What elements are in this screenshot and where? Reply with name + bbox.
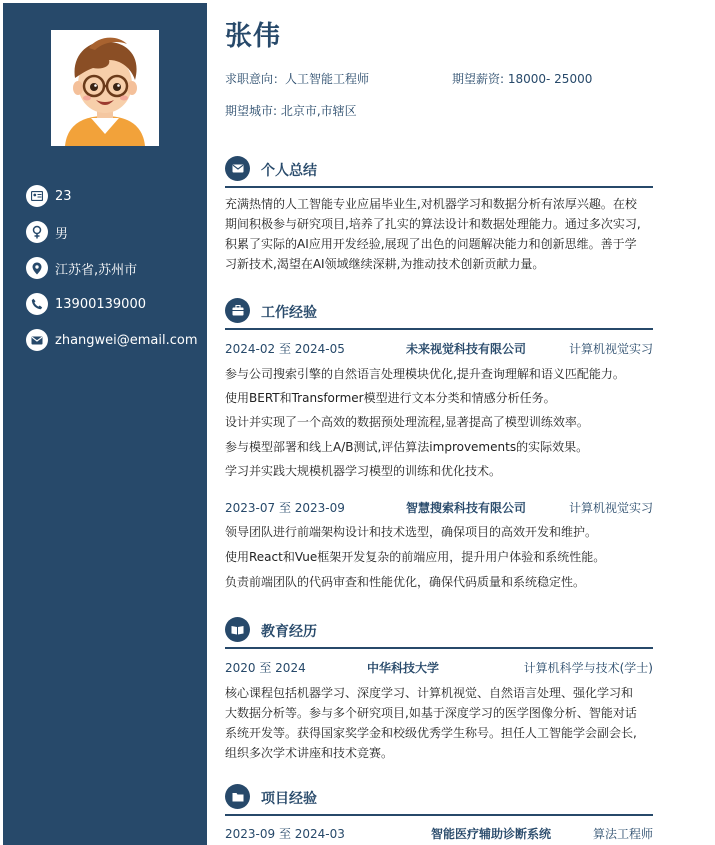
education-section-header bbox=[225, 617, 653, 649]
summary-section-header bbox=[225, 156, 653, 188]
job-bullet: 使用BERT和Transformer模型进行文本分类和情感分析任务。 bbox=[225, 391, 556, 405]
gender-icon bbox=[26, 221, 48, 243]
project-date: 2023-09 至 2024-03 bbox=[225, 827, 345, 841]
education-line: 系统开发等。获得国家奖学金和校级优秀学生称号。担任人工智能学会副会长, bbox=[225, 726, 637, 740]
summary-line: 习新技术,渴望在AI领域继续深耕,为推动技术创新贡献力量。 bbox=[225, 257, 545, 271]
projects-section-header bbox=[225, 784, 653, 816]
projects-title: 项目经验 bbox=[261, 791, 317, 807]
email-icon bbox=[26, 329, 48, 351]
location-text: 江苏省,苏州市 bbox=[55, 262, 138, 278]
job-role: 计算机视觉实习 bbox=[568, 501, 653, 515]
job-bullet: 参与模型部署和线上A/B测试,评估算法improvements的实际效果。 bbox=[225, 440, 589, 454]
location-pin-icon bbox=[26, 257, 48, 279]
job-bullet: 学习并实践大规模机器学习模型的训练和优化技术。 bbox=[225, 464, 502, 478]
info-phone bbox=[26, 286, 206, 322]
education-header bbox=[225, 659, 653, 677]
folder-icon bbox=[225, 784, 250, 809]
job-header bbox=[225, 499, 653, 517]
expected-city: 期望城市: 北京市,市辖区 bbox=[225, 104, 357, 118]
gender-text: 男 bbox=[55, 226, 69, 242]
info-email bbox=[26, 322, 206, 358]
sidebar bbox=[3, 3, 207, 845]
age-text: 23 bbox=[55, 188, 72, 204]
phone-text[interactable]: 13900139000 bbox=[55, 296, 146, 312]
summary-text bbox=[225, 194, 653, 274]
education-line: 大数据分析等。参与多个研究项目,如基于深度学习的医学图像分析、智能对话 bbox=[225, 706, 637, 720]
info-location bbox=[26, 250, 206, 286]
info-age bbox=[26, 178, 206, 214]
job-date: 2024-02 至 2024-05 bbox=[225, 342, 345, 356]
job-bullet: 负责前端团队的代码审查和性能优化，确保代码质量和系统稳定性。 bbox=[225, 575, 586, 589]
project-role: 算法工程师 bbox=[592, 827, 653, 841]
project-header bbox=[225, 825, 653, 843]
education-line: 组织多次学术讲座和技术竞赛。 bbox=[225, 746, 394, 760]
avatar bbox=[51, 30, 159, 146]
candidate-name: 张伟 bbox=[225, 21, 281, 52]
job-header bbox=[225, 340, 653, 358]
job-date: 2023-07 至 2023-09 bbox=[225, 501, 345, 515]
book-icon bbox=[225, 617, 250, 642]
info-gender bbox=[26, 214, 206, 250]
email-text[interactable]: zhangwei@email.com bbox=[55, 332, 198, 348]
summary-line: 积累了实际的AI应用开发经验,展现了出色的问题解决能力和创新思维。善于学 bbox=[225, 237, 637, 251]
job-bullet: 使用React和Vue框架开发复杂的前端应用，提升用户体验和系统性能。 bbox=[225, 550, 606, 564]
job-bullet: 参与公司搜索引擎的自然语言处理模块优化,提升查询理解和语义匹配能力。 bbox=[225, 367, 625, 381]
expected-salary: 期望薪资: 18000- 25000 bbox=[452, 72, 593, 86]
project-name: 智能医疗辅助诊断系统 bbox=[431, 827, 552, 841]
summary-title: 个人总结 bbox=[261, 163, 317, 179]
education-line: 核心课程包括机器学习、深度学习、计算机视觉、自然语言处理、强化学习和 bbox=[225, 686, 634, 700]
job-bullet: 领导团队进行前端架构设计和技术选型，确保项目的高效开发和维护。 bbox=[225, 525, 598, 539]
job-company: 智慧搜索科技有限公司 bbox=[406, 501, 527, 515]
job-role: 计算机视觉实习 bbox=[568, 342, 653, 356]
id-card-icon bbox=[26, 185, 48, 207]
phone-icon bbox=[26, 293, 48, 315]
avatar-cartoon-icon bbox=[51, 30, 159, 146]
job-intent: 求职意向：人工智能工程师 bbox=[225, 72, 370, 86]
education-date: 2020 至 2024 bbox=[225, 661, 306, 675]
job-company: 未来视觉科技有限公司 bbox=[406, 342, 527, 356]
contact-info-list bbox=[26, 178, 206, 358]
education-school: 中华科技大学 bbox=[367, 661, 440, 675]
briefcase-icon bbox=[225, 298, 250, 323]
work-section-header bbox=[225, 298, 653, 330]
education-text bbox=[225, 683, 653, 763]
work-title: 工作经验 bbox=[261, 305, 317, 321]
education-title: 教育经历 bbox=[261, 624, 317, 640]
envelope-icon bbox=[225, 156, 250, 181]
education-major: 计算机科学与技术(学士) bbox=[523, 661, 653, 675]
job-bullet: 设计并实现了一个高效的数据预处理流程,显著提高了模型训练效率。 bbox=[225, 415, 589, 429]
summary-line: 期间积极参与研究项目,培养了扎实的算法设计和数据处理能力。通过多次实习, bbox=[225, 217, 641, 231]
summary-line: 充满热情的人工智能专业应届毕业生,对机器学习和数据分析有浓厚兴趣。在校 bbox=[225, 197, 637, 211]
